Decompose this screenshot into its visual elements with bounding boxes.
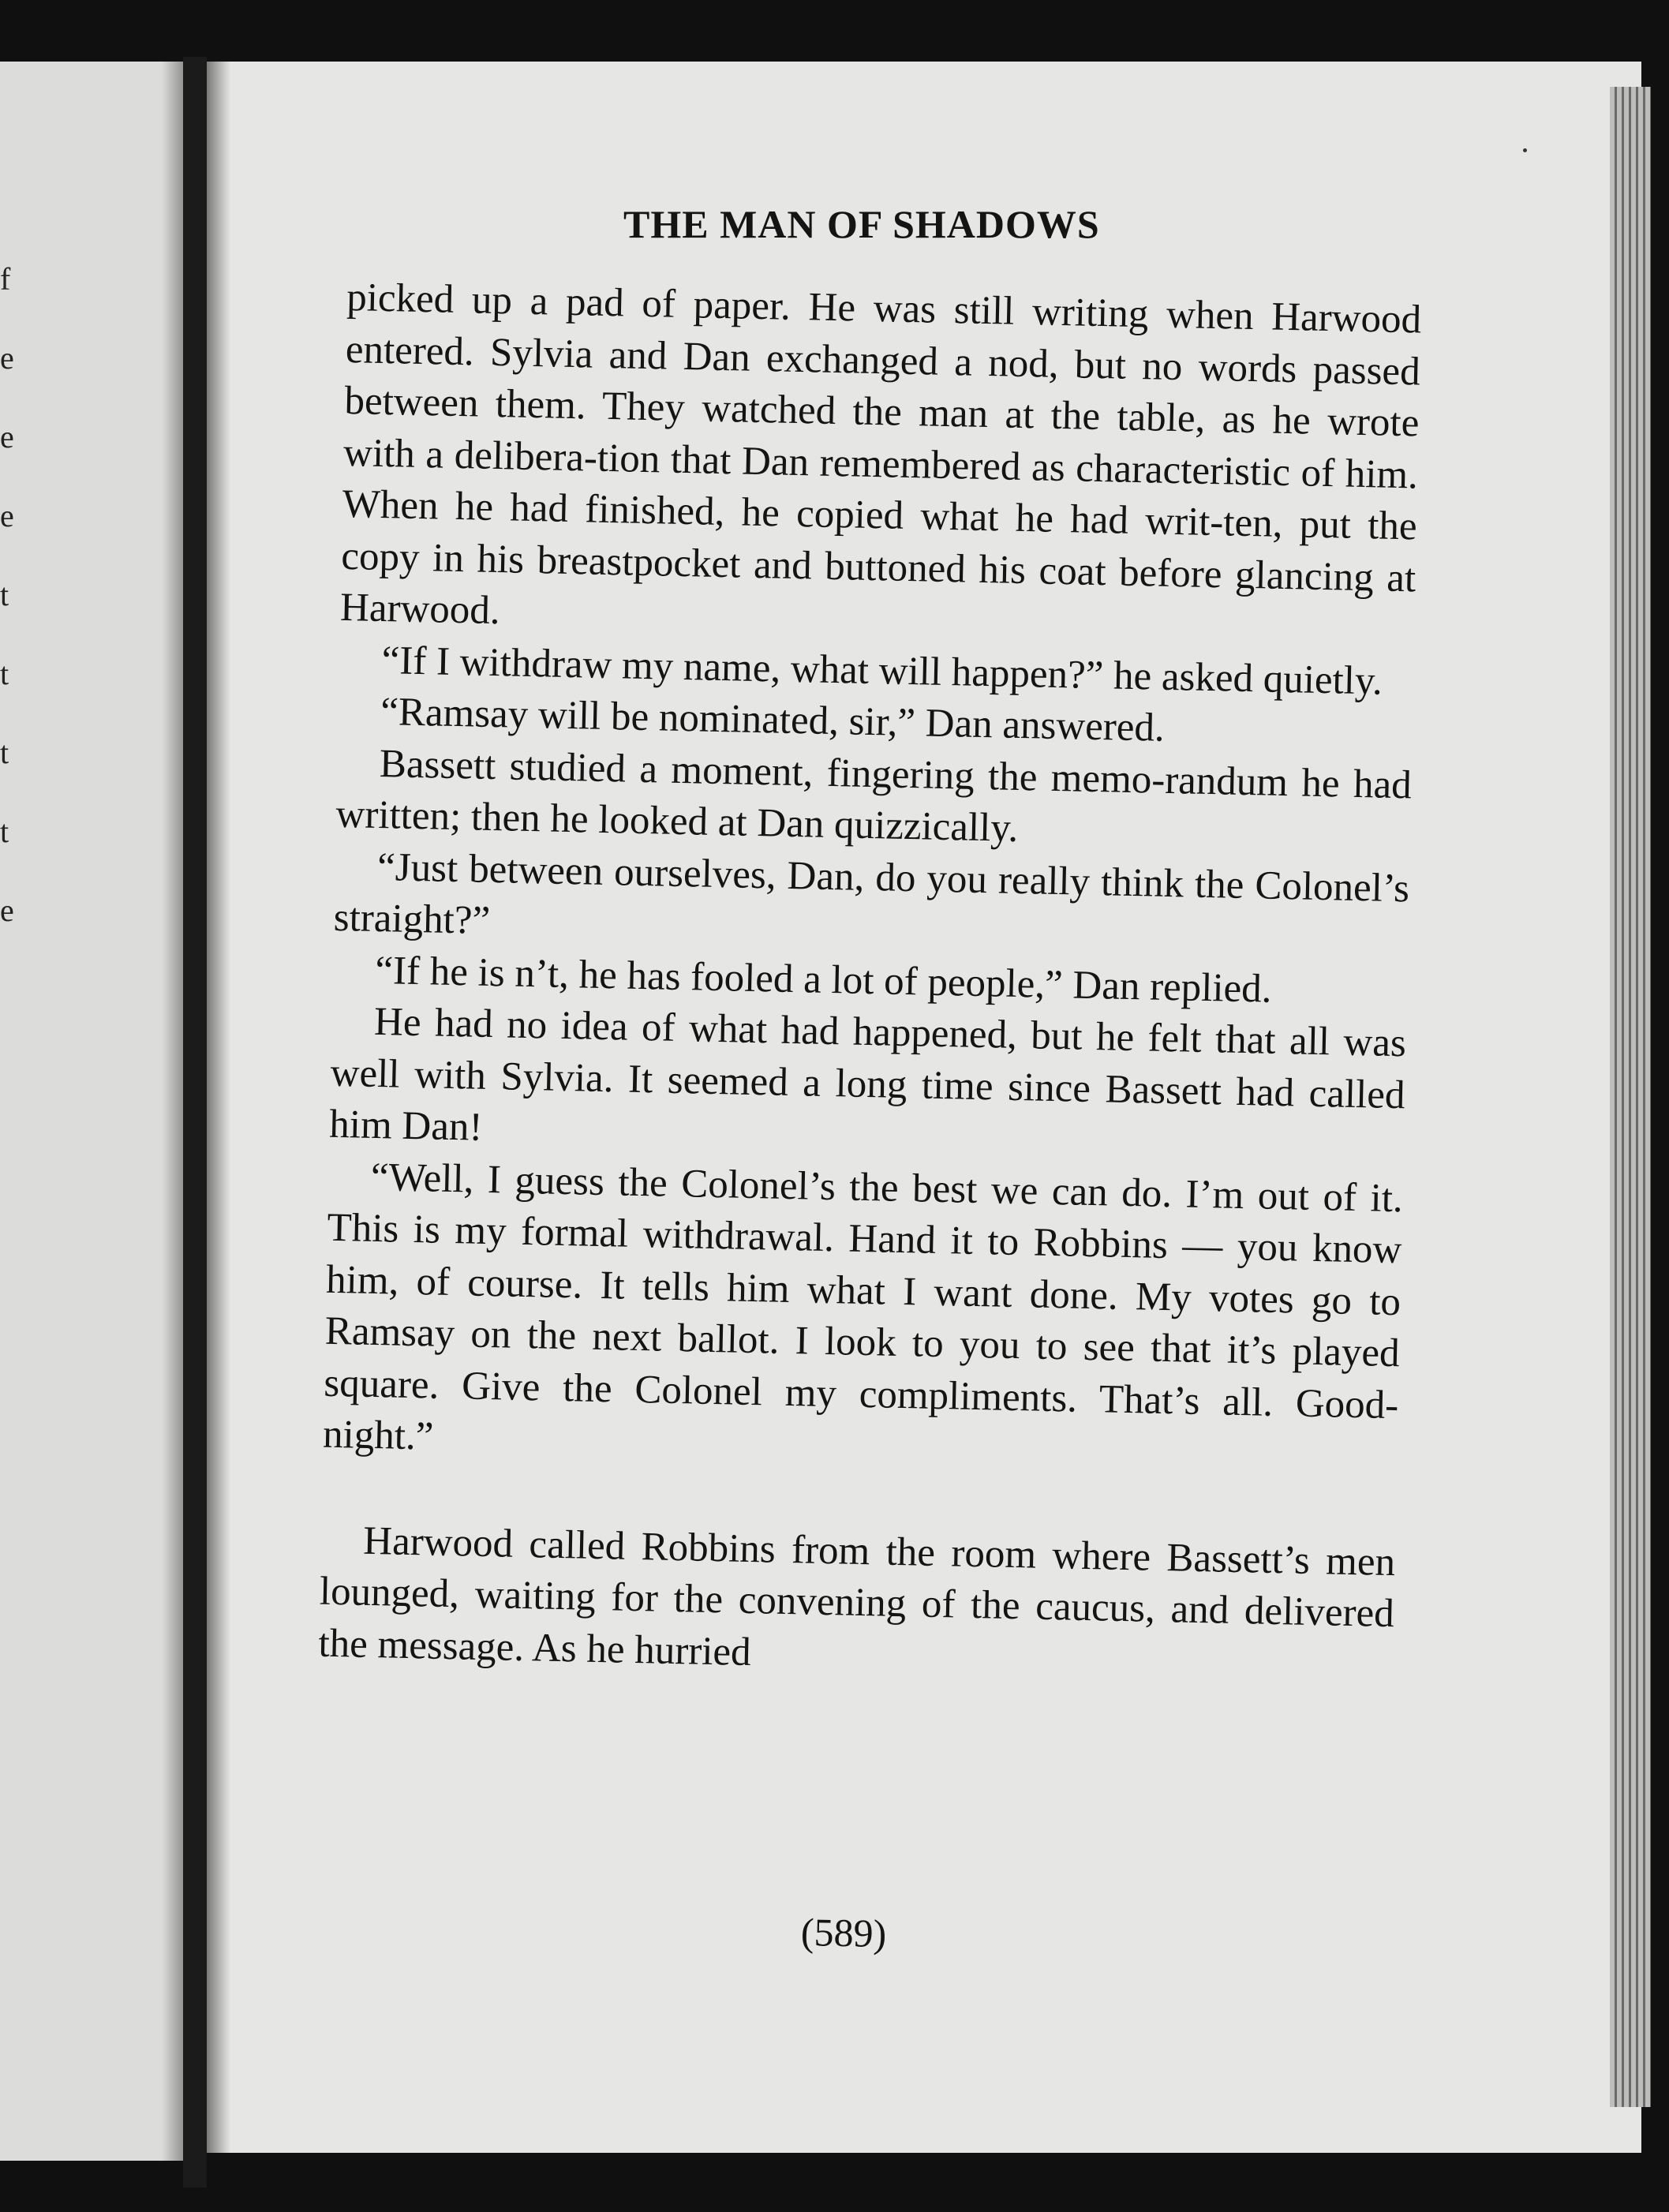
left-mark: t — [0, 656, 9, 691]
left-mark: e — [0, 419, 14, 455]
paragraph: Bassett studied a moment, fingering the memo-randum he had written; then he looked at Dan quizzically. — [335, 741, 1413, 851]
left-facing-page — [0, 62, 183, 2161]
left-page-text-fragments — [0, 260, 24, 971]
paragraph: “Well, I guess the Colonel’s the best we can do. I’m out of it. This is my formal withdrawal. Hand it to Robbins — you know him, of course. It tells him what I want done. My votes go to Ramsay on the next ballot. I look to you to see that it’s played square. Give the Colonel my compliments. That’s all. Good-night.” — [322, 1155, 1404, 1459]
page-inner-shadow — [207, 62, 230, 2153]
left-mark: t — [0, 814, 9, 849]
paragraph: “Ramsay will be nominated, sir,” Dan answered. — [380, 690, 1166, 750]
left-mark: t — [0, 735, 9, 770]
running-head: THE MAN OF SHADOWS — [623, 202, 1100, 246]
paragraph: He had no idea of what had happened, but he felt that all was well with Sylvia. It seemed a long time since Bassett had called him Dan! — [328, 999, 1407, 1150]
left-mark: f — [0, 261, 11, 297]
paragraph: picked up a pad of paper. He was still writing when Harwood entered. Sylvia and Dan exchanged a nod, but no words passed between them. They watched the man at the table, as he wrote with a delibera-tion that Dan remembered as characteristic of him. When he had finished, he copied what he had writ-ten, put the copy in his breastpocket and buttoned his coat before glancing at Harwood. — [339, 275, 1422, 634]
page-number: (589) — [800, 1909, 887, 1956]
paragraph: “Just between ourselves, Dan, do you really think the Colonel’s straight?” — [333, 844, 1410, 943]
body-text — [318, 272, 1422, 1692]
page-edges — [1610, 87, 1651, 2107]
left-mark: e — [0, 498, 14, 533]
paragraph: “If he is n’t, he has fooled a lot of people,” Dan replied. — [374, 948, 1273, 1012]
left-mark: t — [0, 577, 9, 612]
dust-speck — [1523, 148, 1527, 152]
paragraph: “If I withdraw my name, what will happen?” he asked quietly. — [381, 638, 1383, 704]
paragraph: Harwood called Robbins from the room where Bassett’s men lounged, waiting for the convening of the caucus, and delivered the message. As he hurried — [318, 1518, 1396, 1675]
left-mark: e — [0, 340, 14, 376]
left-mark: e — [0, 893, 14, 928]
book-spine — [183, 57, 207, 2188]
